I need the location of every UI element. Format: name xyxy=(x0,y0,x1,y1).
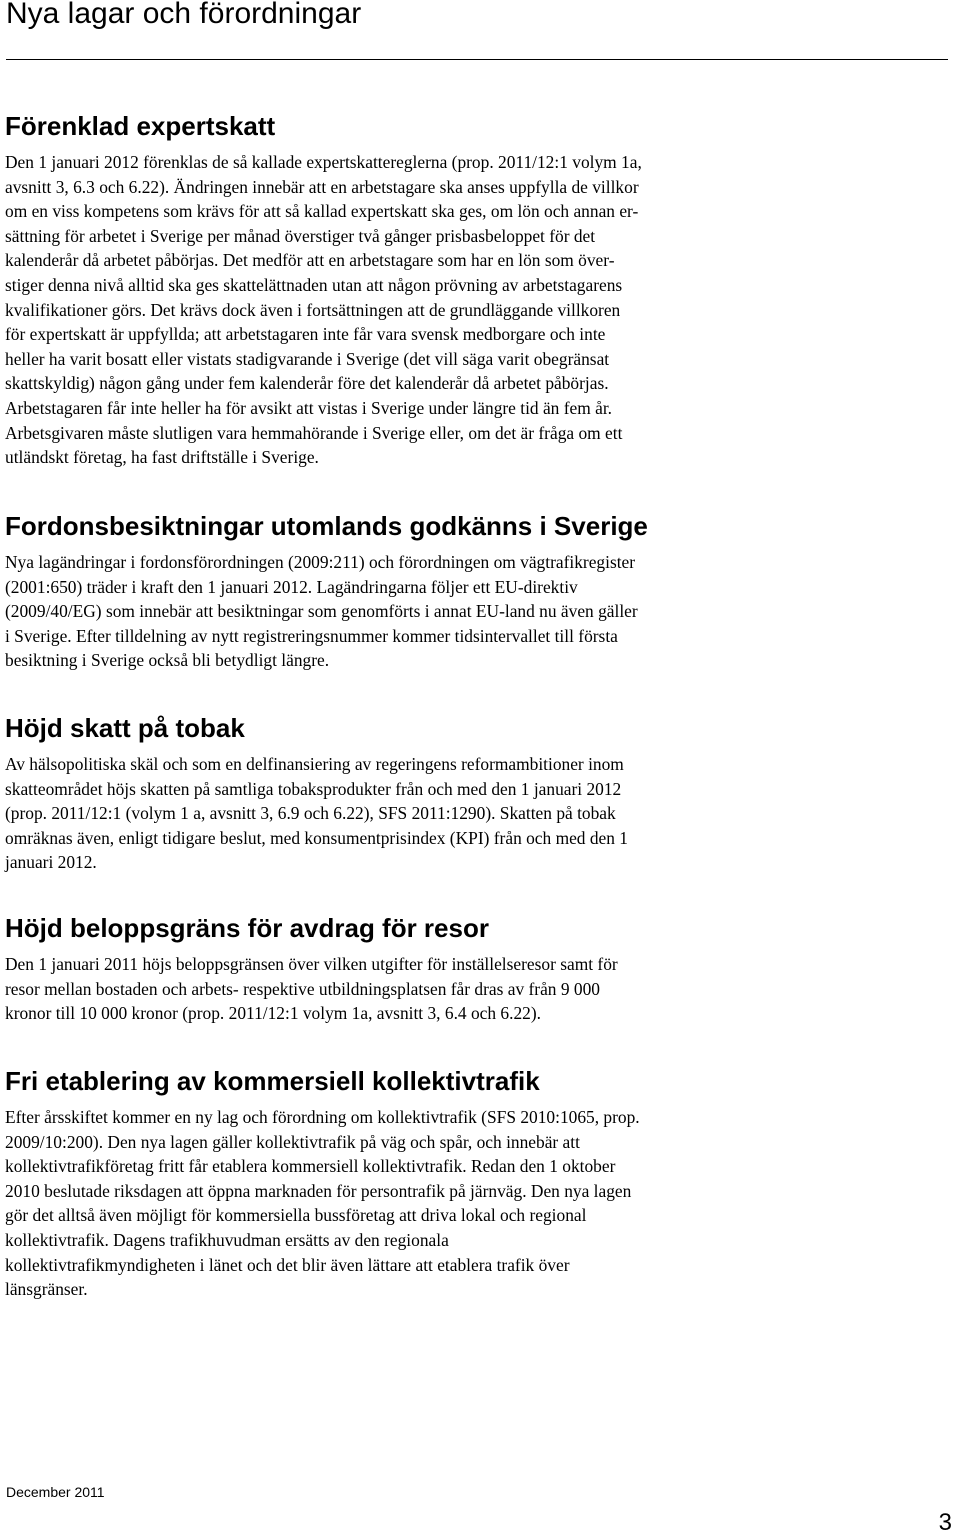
page-header-title: Nya lagar och förordningar xyxy=(6,0,362,30)
paragraph-line: kalenderår då arbetet påbörjas. Det medför att en arbetstagare som har en lön som över- xyxy=(5,250,615,271)
section-fordonsbesiktningar xyxy=(5,508,648,673)
header-divider xyxy=(6,59,948,60)
paragraph-line: kronor till 10 000 kronor (prop. 2011/12:1 volym 1a, avsnitt 3, 6.4 och 6.22). xyxy=(5,1003,541,1024)
paragraph-line: avsnitt 3, 6.3 och 6.22). Ändringen innebär att en arbetstagare ska anses uppfylla de villkor xyxy=(5,176,639,197)
paragraph-line: besiktning i Sverige också bli betydligt längre. xyxy=(5,650,330,671)
paragraph-line: Av hälsopolitiska skäl och som en delfinansiering av regeringens reformambitioner inom xyxy=(5,754,624,774)
paragraph-line: heller ha varit bosatt eller vistats stadigvarande i Sverige (det vill säga varit obegränsat xyxy=(5,348,610,369)
paragraph-line: Arbetsgivaren måste slutligen vara hemmahörande i Sverige eller, om det är fråga om ett xyxy=(5,422,623,443)
section-heading: Förenklad expertskatt xyxy=(5,111,276,141)
section-heading: Höjd skatt på tobak xyxy=(5,713,245,743)
paragraph-line: skattskyldig) någon gång under fem kalenderår före det kalenderår då arbetet påbörjas. xyxy=(5,373,609,394)
section-paragraph xyxy=(5,1105,640,1302)
paragraph-line: gör det alltså även möjligt för kommersiella bussföretag att driva lokal och regional xyxy=(5,1205,587,1226)
section-heading: Fri etablering av kommersiell kollektivtrafik xyxy=(5,1066,540,1096)
paragraph-line: Den 1 januari 2011 höjs beloppsgränsen över vilken utgifter för inställelseresor samt för xyxy=(5,954,618,974)
paragraph-line: 2009/10:200). Den nya lagen gäller kollektivtrafik på väg och spår, och innebär att xyxy=(5,1131,580,1152)
section-paragraph xyxy=(5,550,648,673)
paragraph-line: resor mellan bostaden och arbets- respektive utbildningsplatsen får dras av från 9 000 xyxy=(5,978,600,999)
paragraph-line: skatteområdet höjs skatten på samtliga tobaksprodukter från och med den 1 januari 2012 xyxy=(5,778,622,799)
section-hojd-skatt-tobak xyxy=(5,710,628,875)
page-number: 3 xyxy=(938,1509,952,1536)
section-fri-etablering xyxy=(5,1063,640,1302)
section-paragraph xyxy=(5,150,642,470)
paragraph-line: om en viss kompetens som krävs för att så kallad expertskatt ska ges, om lön och annan er- xyxy=(5,201,639,222)
paragraph-line: Arbetstagaren får inte heller ha för avsikt att vistas i Sverige under längre tid än fem år. xyxy=(5,397,612,418)
paragraph-line: januari 2012. xyxy=(5,852,97,873)
paragraph-line: utländskt företag, ha fast driftställe i Sverige. xyxy=(5,447,319,468)
paragraph-line: för expertskatt är uppfyllda; att arbetstagaren inte får vara svensk medborgare och inte xyxy=(5,324,606,345)
paragraph-line: stiger denna nivå alltid ska ges skattelättnaden utan att någon prövning av arbetstagarens xyxy=(5,274,623,295)
section-paragraph xyxy=(5,752,628,875)
paragraph-line: kollektivtrafikmyndigheten i länet och det blir även lättare att etablera trafik över xyxy=(5,1254,570,1275)
paragraph-line: kollektivtrafikföretag fritt får etablera kommersiell kollektivtrafik. Redan den 1 oktober xyxy=(5,1156,616,1177)
paragraph-line: Den 1 januari 2012 förenklas de så kallade expertskattereglerna (prop. 2011/12:1 volym 1a, xyxy=(5,152,642,172)
paragraph-line: kollektivtrafik. Dagens trafikhuvudman ersätts av den regionala xyxy=(5,1229,449,1250)
section-hojd-beloppsgrans xyxy=(5,910,618,1026)
paragraph-line: 2010 beslutade riksdagen att öppna marknaden för persontrafik på järnväg. Den nya lagen xyxy=(5,1180,632,1201)
paragraph-line: länsgränser. xyxy=(5,1279,88,1300)
section-forenklad-expertskatt xyxy=(5,108,642,470)
paragraph-line: (prop. 2011/12:1 (volym 1 a, avsnitt 3, 6.9 och 6.22), SFS 2011:1290). Skatten på tobak xyxy=(5,803,616,824)
section-heading: Fordonsbesiktningar utomlands godkänns i Sverige xyxy=(5,511,648,541)
footer-date: December 2011 xyxy=(6,1484,105,1500)
paragraph-line: (2001:650) träder i kraft den 1 januari 2012. Lagändringarna följer ett EU-direktiv xyxy=(5,576,578,597)
paragraph-line: i Sverige. Efter tilldelning av nytt registreringsnummer kommer tidsintervallet till första xyxy=(5,625,618,646)
paragraph-line: kvalifikationer görs. Det krävs dock även i fortsättningen att de grundläggande villkoren xyxy=(5,299,621,320)
paragraph-line: Efter årsskiftet kommer en ny lag och förordning om kollektivtrafik (SFS 2010:1065, prop. xyxy=(5,1107,640,1127)
paragraph-line: omräknas även, enligt tidigare beslut, med konsumentprisindex (KPI) från och med den 1 xyxy=(5,827,629,848)
paragraph-line: (2009/40/EG) som innebär att besiktningar som genomförts i annat EU-land nu även gäller xyxy=(5,601,638,622)
paragraph-line: sättning för arbetet i Sverige per månad överstiger två gånger prisbasbeloppet för det xyxy=(5,225,596,246)
section-heading: Höjd beloppsgräns för avdrag för resor xyxy=(5,913,489,943)
section-paragraph xyxy=(5,952,618,1026)
paragraph-line: Nya lagändringar i fordonsförordningen (2009:211) och förordningen om vägtrafikregister xyxy=(5,552,636,572)
